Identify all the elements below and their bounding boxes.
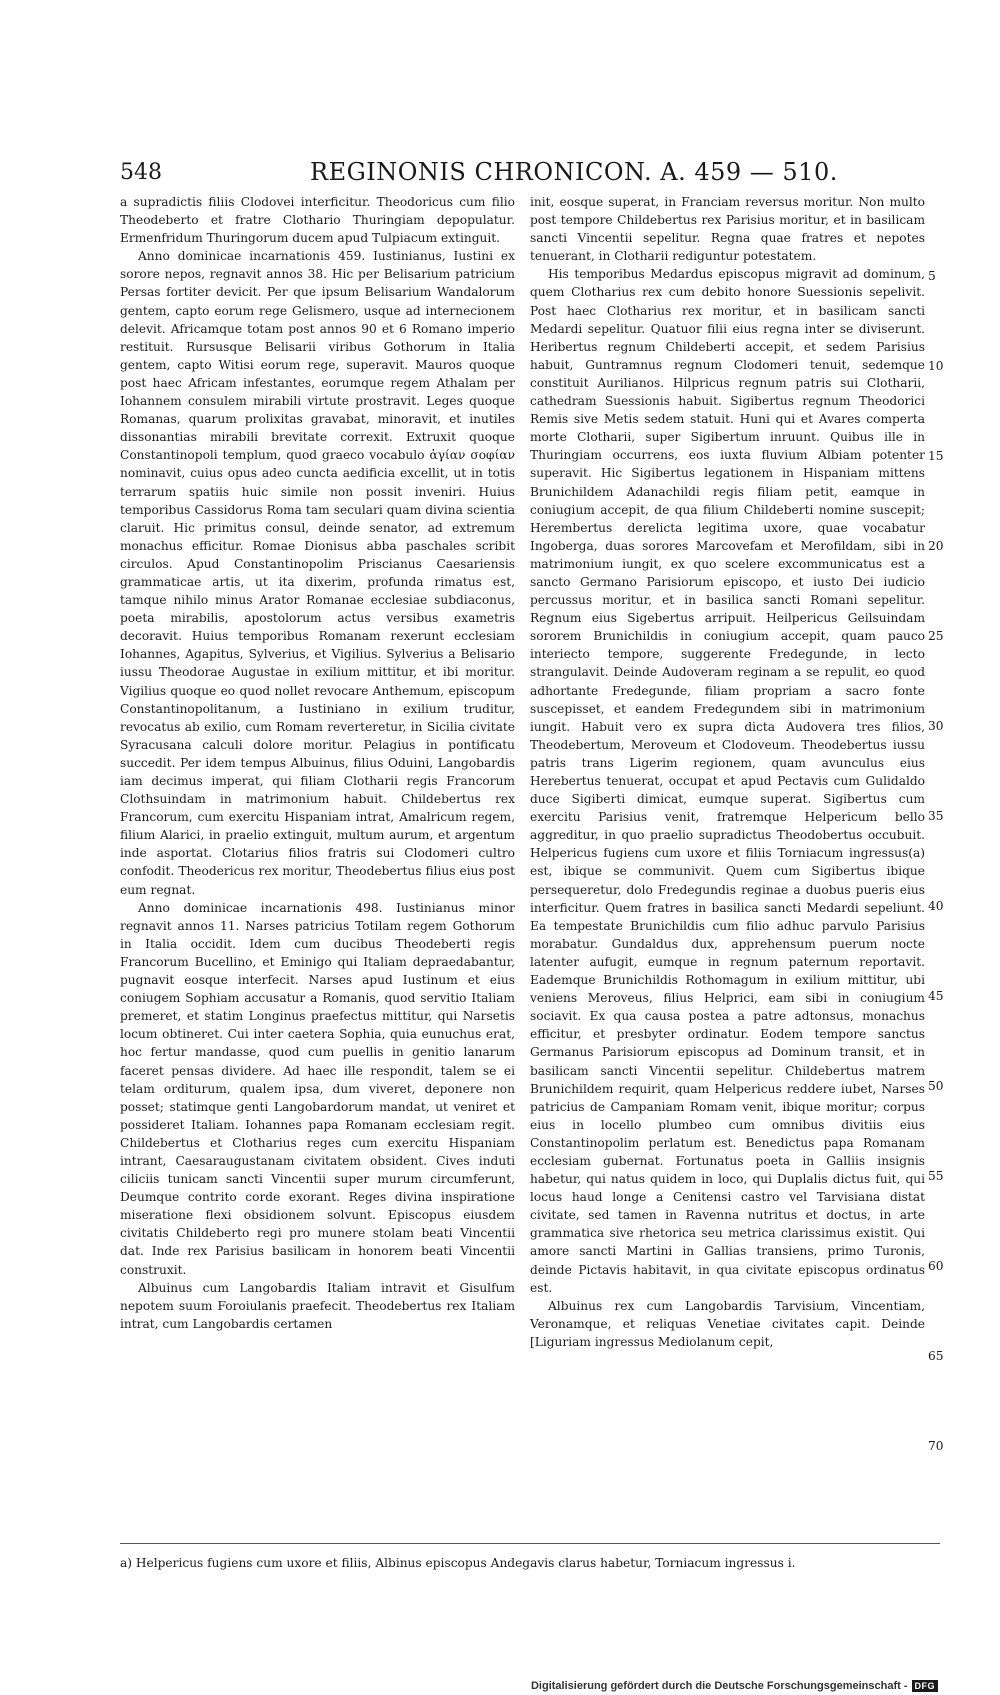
paragraph: init, eosque superat, in Franciam reversus moritur. Non multo post tempore Childebertus rex Parisius moritur, et in basilicam sancti Vincentii sepelitur. Regna quae fratres et nepotes tenuerant, in Clotharii rediguntur potestatem.: [530, 195, 925, 264]
line-number: 5: [928, 269, 936, 283]
line-number: 70: [928, 1439, 944, 1453]
left-column: [120, 193, 515, 1333]
paragraph: Albuinus cum Langobardis Italiam intravit et Gisulfum nepotem suum Foroiulanis praefecit. Theodebertus rex Italiam intrat, cum Langobardis certamen: [120, 1280, 515, 1331]
paragraph: Anno dominicae incarnationis 459. Iustinianus, Iustini ex sorore nepos, regnavit annos 38. Hic per Belisarium patricium Persas fortiter devicit. Per que ipsum Belisarium Wandalorum gentem, capto eorum rege Gelismero, usque ad internecionem delevit. Africamque totam post annos 90 et 6 Romano imperio restituit. Rursusque Belisarii viribus Gothorum in Italia gentem, capto Witisi eorum rege, superavit. Mauros quoque post haec Africam infestantes, eorumque regem Athalam per Iohannem consulem mirabili virtute prostravit. Leges quoque Romanas, quarum prolixitas gravabat, minoravit, et inutiles dissonantias mirabili brevitate correxit. Extruxit quoque Constantinopoli templum, quod graeco vocabulo ἁγίαν σοφίαν nominavit, cuius opus adeo cuncta aedificia excellit, ut in totis terrarum spatiis huic simile non possit inveniri. Huius temporibus Cassidorus Roma tam seculari quam divina scientia claruit. Hic primitus consul, deinde senator, ad extremum monachus efficitur. Romae Dionisus abba paschales scribit circulos. Apud Constantinopolim Priscianus Caesariensis grammaticae artis, ut ita dixerim, profunda rimatus est, tamque nihilo minus Arator Romanae ecclesiae subdiaconus, poeta mirabilis, apostolorum actus versibus exametris decoravit. Huius temporibus Romanam rexerunt ecclesiam Iohannes, Agapitus, Sylverius, et Vigilius. Sylverius a Belisario iussu Theodorae Augustae in exilium mittitur, et ibi moritur. Vigilius quoque eo quod nollet revocare Anthemum, episcopum Constantinopolitanum, a Iustiniano in exilium truditur, revocatus ab exilio, cum Romam reverteretur, in Sicilia civitate Syracusana calculi dolore moritur. Pelagius in pontificatu succedit. Per idem tempus Albuinus, filius Oduini, Langobardis iam decimus imperat, qui filiam Clotharii regis Francorum Clothsuindam in matrimonium habuit. Childebertus rex Francorum, cum exercitu Hispaniam intrat, Amalricum regem, filium Alarici, in praelio extinguit, multum aurum, et argentum inde asportat. Clotarius filios fratris sui Clodomeri cultro confodit. Theodericus rex moritur, Theodebertus filius eius post eum regnat.: [120, 249, 515, 897]
line-number: 40: [928, 899, 944, 913]
line-number: 60: [928, 1259, 944, 1273]
paragraph: His temporibus Medardus episcopus migravit ad dominum, quem Clotharius rex cum debito honore Suessionis sepelivit. Post haec Clotharius rex moritur, et in basilicam sancti Medardi sepelitur. Quatuor filii eius regna inter se diviserunt. Heribertus regnum Childeberti accepit, et sedem Parisius habuit, Guntramnus regnum Clodomeri tenuit, sedemque constituit Aurilianos. Hilpricus regnum patris sui Clotharii, cathedram Suessionis habuit. Sigibertus regnum Theodorici Remis sive Metis sedem statuit. Huni qui et Avares comperta morte Clotharii, super Sigibertum inruunt. Quibus ille in Thuringiam occurrens, eos iuxta fluvium Albiam potenter superavit. Hic Sigibertus legationem in Hispaniam mittens Brunichildem Adanachildi regis filiam petit, eamque in coniugium accepit, de qua filium Childeberti nomine suscepit; Herembertus derelicta legitima uxore, quae vocabatur Ingoberga, duas sorores Marcovefam et Merofildam, sibi in matrimonium iungit, ex quo scelere excommunicatus est a sancto Germano Parisiorum episcopo, et iusto Dei iudicio percussus moritur, et in basilica sancti Romani sepelitur. Regnum eius Sigebertus arripuit. Heilpericus Geilsuindam sororem Brunichildis in coniugium accepit, quam pauco interiecto tempore, suggerente Fredegunde, in lecto strangulavit. Deinde Audoveram reginam a se repulit, eo quod adhortante Fredegunde, filiam propriam a sacro fonte suscepisset, et eandem Fredegundem sibi in matrimonium iungit. Habuit vero ex supra dicta Audovera tres filios, Theodebertum, Meroveum et Clodoveum. Theodebertus iussu patris trans Ligerim regionem, quam avunculus eius Herebertus tenuerat, occupat et apud Pectavis cum Gulidaldo duce Sigiberti dimicat, eumque superat. Sigibertus cum exercitu Parisius venit, fratremque Helpericum bello aggreditur, in quo praelio supradictus Theodobertus occubuit. Helpericus fugiens cum uxore et filiis Torniacum ingressus(a) est, ibique se communivit. Quem cum Sigibertus ibique persequeretur, dolo Fredegundis reginae a duobus pueris eius interficitur. Quem fratres in basilica sancti Medardi sepeliunt. Ea tempestate Brunichildis cum filio adhuc parvulo Parisius morabatur. Gundaldus dux, apprehensum puerum nocte latenter aufugit, eumque in regnum paternum reportavit. Eademque Brunichildis Rothomagum in exilium mittitur, ubi veniens Meroveus, filius Helprici, eam sibi in coniugium sociavit. Ex qua causa postea a patre adtonsus, monachus efficitur, et presbyter ordinatur. Eodem tempore sanctus Germanus Parisiorum episcopus ad Dominum transit, et in basilicam sancti Vincentii sepelitur. Childebertus matrem Brunichildem requirit, quam Helpericus reddere iubet, Narses patricius de Campaniam Romam venit, ibique moritur; corpus eius in locello plumbeo cum omnibus divitiis eius Constantinopolim perlatum est. Benedictus papa Romanam ecclesiam gubernat. Fortunatus poeta in Galliis insignis habetur, qui natus quidem in loco, qui Duplalis dictus fuit, qui locus haud longe a Cenitensi castro vel Tarvisiana distat civitate, sed tamen in Ravenna nutritus et doctus, in arte grammatica sive rhetorica seu metrica clarissimus existit. Qui amore sancti Martini in Gallias transiens, primo Turonis, deinde Pictavis habitavit, in qua civitate episcopus ordinatus est.: [530, 267, 925, 1295]
line-number: 20: [928, 539, 944, 553]
line-number: 25: [928, 629, 944, 643]
line-number: 35: [928, 809, 944, 823]
footnote: a) Helpericus fugiens cum uxore et filiis, Albinus episcopus Andegavis clarus habetur, Torniacum ingressus i.: [120, 1556, 796, 1570]
paragraph: Anno dominicae incarnationis 498. Iustinianus minor regnavit annos 11. Narses patricius Totilam regem Gothorum in Italia occidit. Idem cum ducibus Theodeberti regis Francorum Bucellino, et Eminigo qui Italiam depraedabantur, pugnavit eosque interfecit. Narses apud Iustinum et eius coniugem Sophiam accusatur a Romanis, quod servitio Italiam premeret, et statim Longinus praefectus mittitur, qui Narsetis locum obtineret. Cui inter caetera Sophia, quia eunuchus erat, hoc fertur mandasse, quod cum puellis in genitio lanarum faceret pensas dividere. Ad haec ille respondit, talem se ei telam orditurum, qualem ipsa, dum viveret, deponere non posset; statimque genti Langobardorum mandat, ut veniret et possideret Italiam. Iohannes papa Romanam ecclesiam regit. Childebertus et Clotharius reges cum exercitu Hispaniam intrant, Caesaraugustanam civitatem obsident. Cives induti ciliciis tunicam sancti Vincentii super murum circumferunt, Deumque contrito corde exorant. Reges divina inspiratione miseratione flexi obsidionem solvunt. Episcopus eiusdem civitatis Childeberto regi pro munere stolam beati Vincentii dat. Inde rex Parisius basilicam in honorem beati Vincentii construxit.: [120, 900, 515, 1277]
credit-text: Digitalisierung gefördert durch die Deutsche Forschungsgemeinschaft -: [530, 1680, 908, 1692]
credit-line: [531, 1680, 938, 1692]
page-number: 548: [120, 160, 162, 185]
line-number: 15: [928, 449, 944, 463]
right-column: [530, 193, 925, 1351]
footnote-rule: [120, 1543, 940, 1544]
dfg-logo-icon: DFG: [912, 1680, 939, 1692]
line-number: 45: [928, 989, 944, 1003]
line-number: 30: [928, 719, 944, 733]
paragraph: Albuinus rex cum Langobardis Tarvisium, Vincentiam, Veronamque, et reliquas Venetiae civitates capit. Deinde [Liguriam ingressus Mediolanum cepit,: [530, 1298, 925, 1349]
line-number: 10: [928, 359, 944, 373]
line-number: 65: [928, 1349, 944, 1363]
paragraph: a supradictis filiis Clodovei interficitur. Theodoricus cum filio Theodeberto et fratre Clothario Thuringiam depopulatur. Ermenfridum Thuringorum ducem apud Tulpiacum extinguit.: [120, 195, 515, 246]
running-title: REGINONIS CHRONICON. A. 459 — 510.: [310, 158, 838, 186]
line-number: 55: [928, 1169, 944, 1183]
line-number: 50: [928, 1079, 944, 1093]
